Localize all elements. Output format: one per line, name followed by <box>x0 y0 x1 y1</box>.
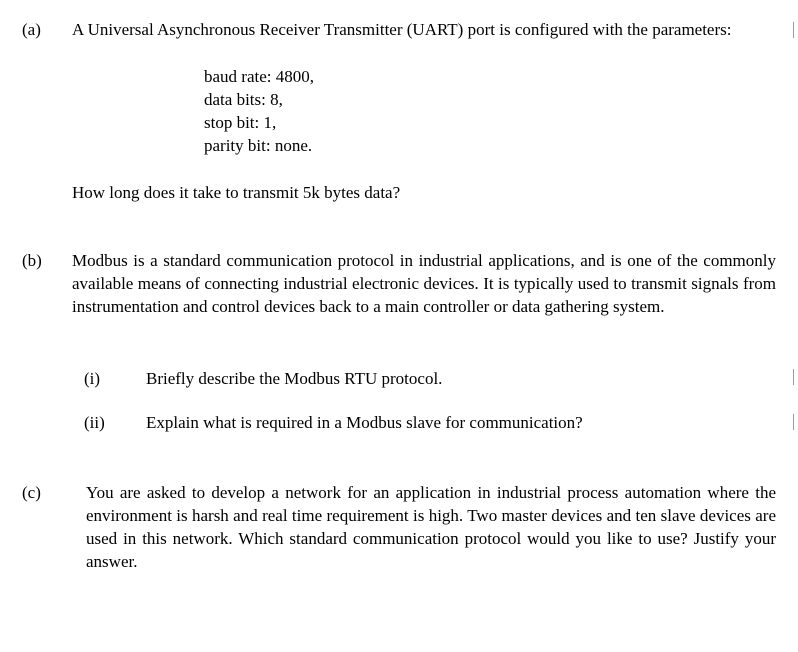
param-baud-rate: baud rate: 4800, <box>204 67 314 86</box>
margin-marker <box>793 22 794 38</box>
question-a-label: (a) <box>22 20 41 39</box>
margin-marker <box>793 369 794 385</box>
question-c-label: (c) <box>22 483 41 502</box>
subpart-ii-label: (ii) <box>84 413 105 432</box>
param-parity-bit: parity bit: none. <box>204 136 313 155</box>
subpart-i-text: Briefly describe the Modbus RTU protocol. <box>146 369 443 388</box>
question-b-label: (b) <box>22 251 42 270</box>
param-data-bits: data bits: 8, <box>204 90 283 109</box>
question-c-text: You are asked to develop a network for an application in industrial process automation where the environment is harsh and real time requirement is high. Two master devices and ten slave devices are used in this network. Which standard communication protocol would you like to use? Justify your answer. <box>86 483 776 571</box>
subpart-i-label: (i) <box>84 369 101 388</box>
subpart-ii-text: Explain what is required in a Modbus slave for communication? <box>146 413 583 432</box>
question-a-intro: A Universal Asynchronous Receiver Transmitter (UART) port is configured with the parameters: <box>72 20 732 39</box>
question-a-question: How long does it take to transmit 5k bytes data? <box>72 183 401 202</box>
question-b-intro: Modbus is a standard communication protocol in industrial applications, and is one of the commonly available means of connecting industrial electronic devices. It is typically used to transmit signals from instrumentation and control devices back to a main controller or data gathering system. <box>72 251 776 316</box>
param-stop-bit: stop bit: 1, <box>204 113 277 132</box>
margin-marker <box>793 414 794 430</box>
